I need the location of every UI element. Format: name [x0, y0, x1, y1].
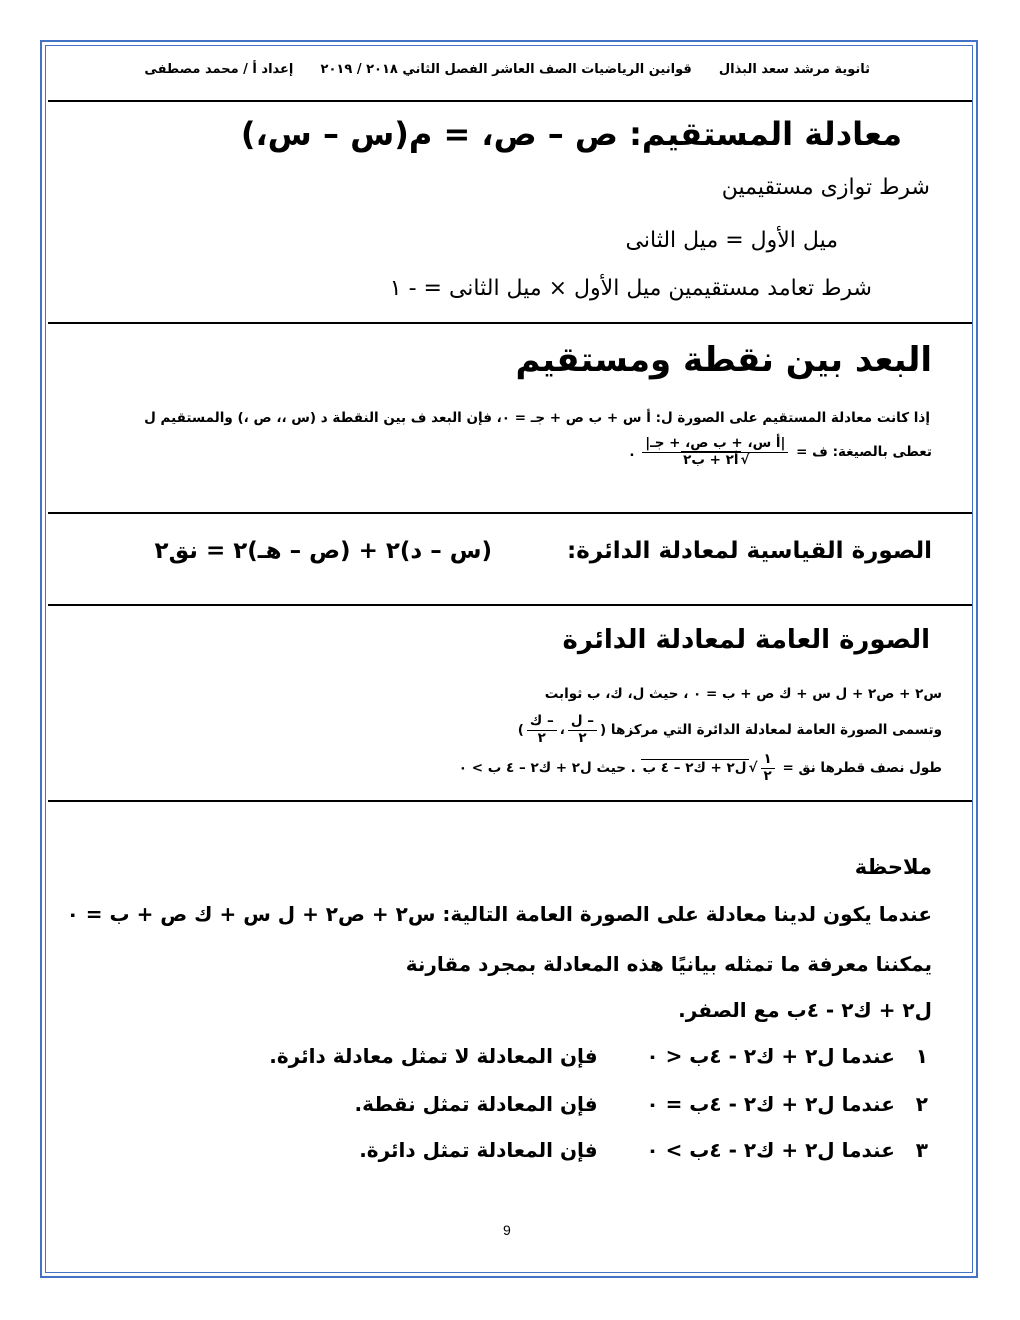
page-number: 9: [503, 1222, 511, 1238]
divider: [48, 800, 972, 802]
center-text: وتسمى الصورة العامة لمعادلة الدائرة التي مركزها (: [600, 722, 942, 739]
center-x-den: ٢: [578, 729, 587, 746]
distance-formula-prefix: تعطى بالصيغة: ف =: [796, 444, 932, 461]
note-line3: ل٢ + ك٢ - ٤ب مع الصفر.: [678, 998, 932, 1022]
case-result: فإن المعادلة لا تمثل معادلة دائرة.: [269, 1044, 598, 1068]
distance-fraction: [642, 436, 788, 468]
case-result: فإن المعادلة تمثل دائرة.: [359, 1138, 598, 1162]
center-x-fraction: [568, 714, 597, 746]
header-subject: قوانين الرياضيات الصف العاشر الفصل الثاني ٢٠١٨ / ٢٠١٩: [320, 62, 692, 77]
perpendicular-rule: شرط تعامد مستقيمين ميل الأول × ميل الثانى = - ١: [389, 276, 872, 301]
case-number: ٢: [915, 1092, 928, 1116]
general-circle-center: وتسمى الصورة العامة لمعادلة الدائرة التي مركزها ( $\frac{\text{– ل}}{٢}$ ، $\frac{\text{– ك}}{٢}$ ): [517, 713, 942, 746]
standard-circle-formula: (س – د)٢ + (ص – هـ)٢ = نق٢: [154, 538, 492, 564]
case-condition: عندما ل٢ + ك٢ - ٤ب > ٠: [646, 1138, 895, 1162]
page-header: [144, 62, 870, 77]
note-line1: عندما يكون لدينا معادلة على الصورة العامة التالية: س٢ + ص٢ + ل س + ك ص + ب = ٠: [66, 902, 932, 926]
standard-circle-label: الصورة القياسية لمعادلة الدائرة:: [567, 538, 932, 564]
case-number: ١: [915, 1044, 928, 1068]
radius-suffix: . حيث ل٢ + ك٢ – ٤ ب > ٠: [458, 760, 636, 777]
note-title: ملاحظة: [854, 855, 932, 879]
radius-prefix: طول نصف قطرها نق =: [782, 760, 942, 777]
distance-numerator: |أ س، + ب ص، + جـ|: [642, 436, 788, 453]
half-den: ٢: [763, 767, 772, 784]
case-number: ٣: [915, 1138, 928, 1162]
parallel-rule: ميل الأول = ميل الثانى: [625, 228, 838, 253]
center-close: ): [517, 722, 524, 739]
center-x-num: – ل: [568, 714, 597, 731]
half-num: ١: [761, 752, 775, 769]
divider: [48, 100, 972, 102]
case-1: [269, 1044, 928, 1068]
distance-formula: [629, 436, 932, 468]
divider: [48, 512, 972, 514]
point-line-distance-title: البعد بين نقطة ومستقيم: [515, 340, 932, 380]
general-circle-line1: س٢ + ص٢ + ل س + ك ص + ب = ٠ ، حيث ل، ك، ب ثوابت: [544, 686, 942, 702]
divider: [48, 604, 972, 606]
center-y-num: – ك: [527, 714, 557, 731]
center-y-den: ٢: [537, 729, 546, 746]
case-result: فإن المعادلة تمثل نقطة.: [354, 1092, 598, 1116]
general-circle-radius: [459, 752, 942, 784]
case-condition: عندما ل٢ + ك٢ - ٤ب < ٠: [646, 1044, 895, 1068]
sqrt-symbol: √: [740, 451, 750, 468]
general-circle-title: الصورة العامة لمعادلة الدائرة: [562, 625, 930, 655]
distance-denominator: أ٢ + ب٢: [683, 451, 739, 468]
case-2: [355, 1092, 928, 1116]
distance-formula-end: .: [629, 444, 635, 461]
header-school: ثانوية مرشد سعد البذال: [718, 62, 870, 77]
case-condition: عندما ل٢ + ك٢ - ٤ب = ٠: [646, 1092, 895, 1116]
distance-text-line1: إذا كانت معادلة المستقيم على الصورة ل: أ س + ب ص + جـ = ٠، فإن البعد ف بين النقطة د (س ،، ص ،) والمستقيم ل: [144, 410, 930, 426]
center-y-fraction: [527, 714, 557, 746]
note-line2: يمكننا معرفة ما تمثله بيانيًا هذه المعادلة بمجرد مقارنة: [405, 952, 932, 976]
radius-half-fraction: [761, 752, 775, 784]
divider: [48, 322, 972, 324]
case-3: [359, 1138, 928, 1162]
header-author: إعداد أ / محمد مصطفى: [144, 62, 294, 77]
radius-expression: ل٢ + ك٢ – ٤ ب: [642, 760, 747, 777]
sqrt-symbol: √: [748, 760, 758, 777]
line-equation-title: معادلة المستقيم: ص – ص، = م(س – س،): [240, 115, 902, 153]
parallel-condition: شرط توازى مستقيمين: [721, 175, 930, 200]
